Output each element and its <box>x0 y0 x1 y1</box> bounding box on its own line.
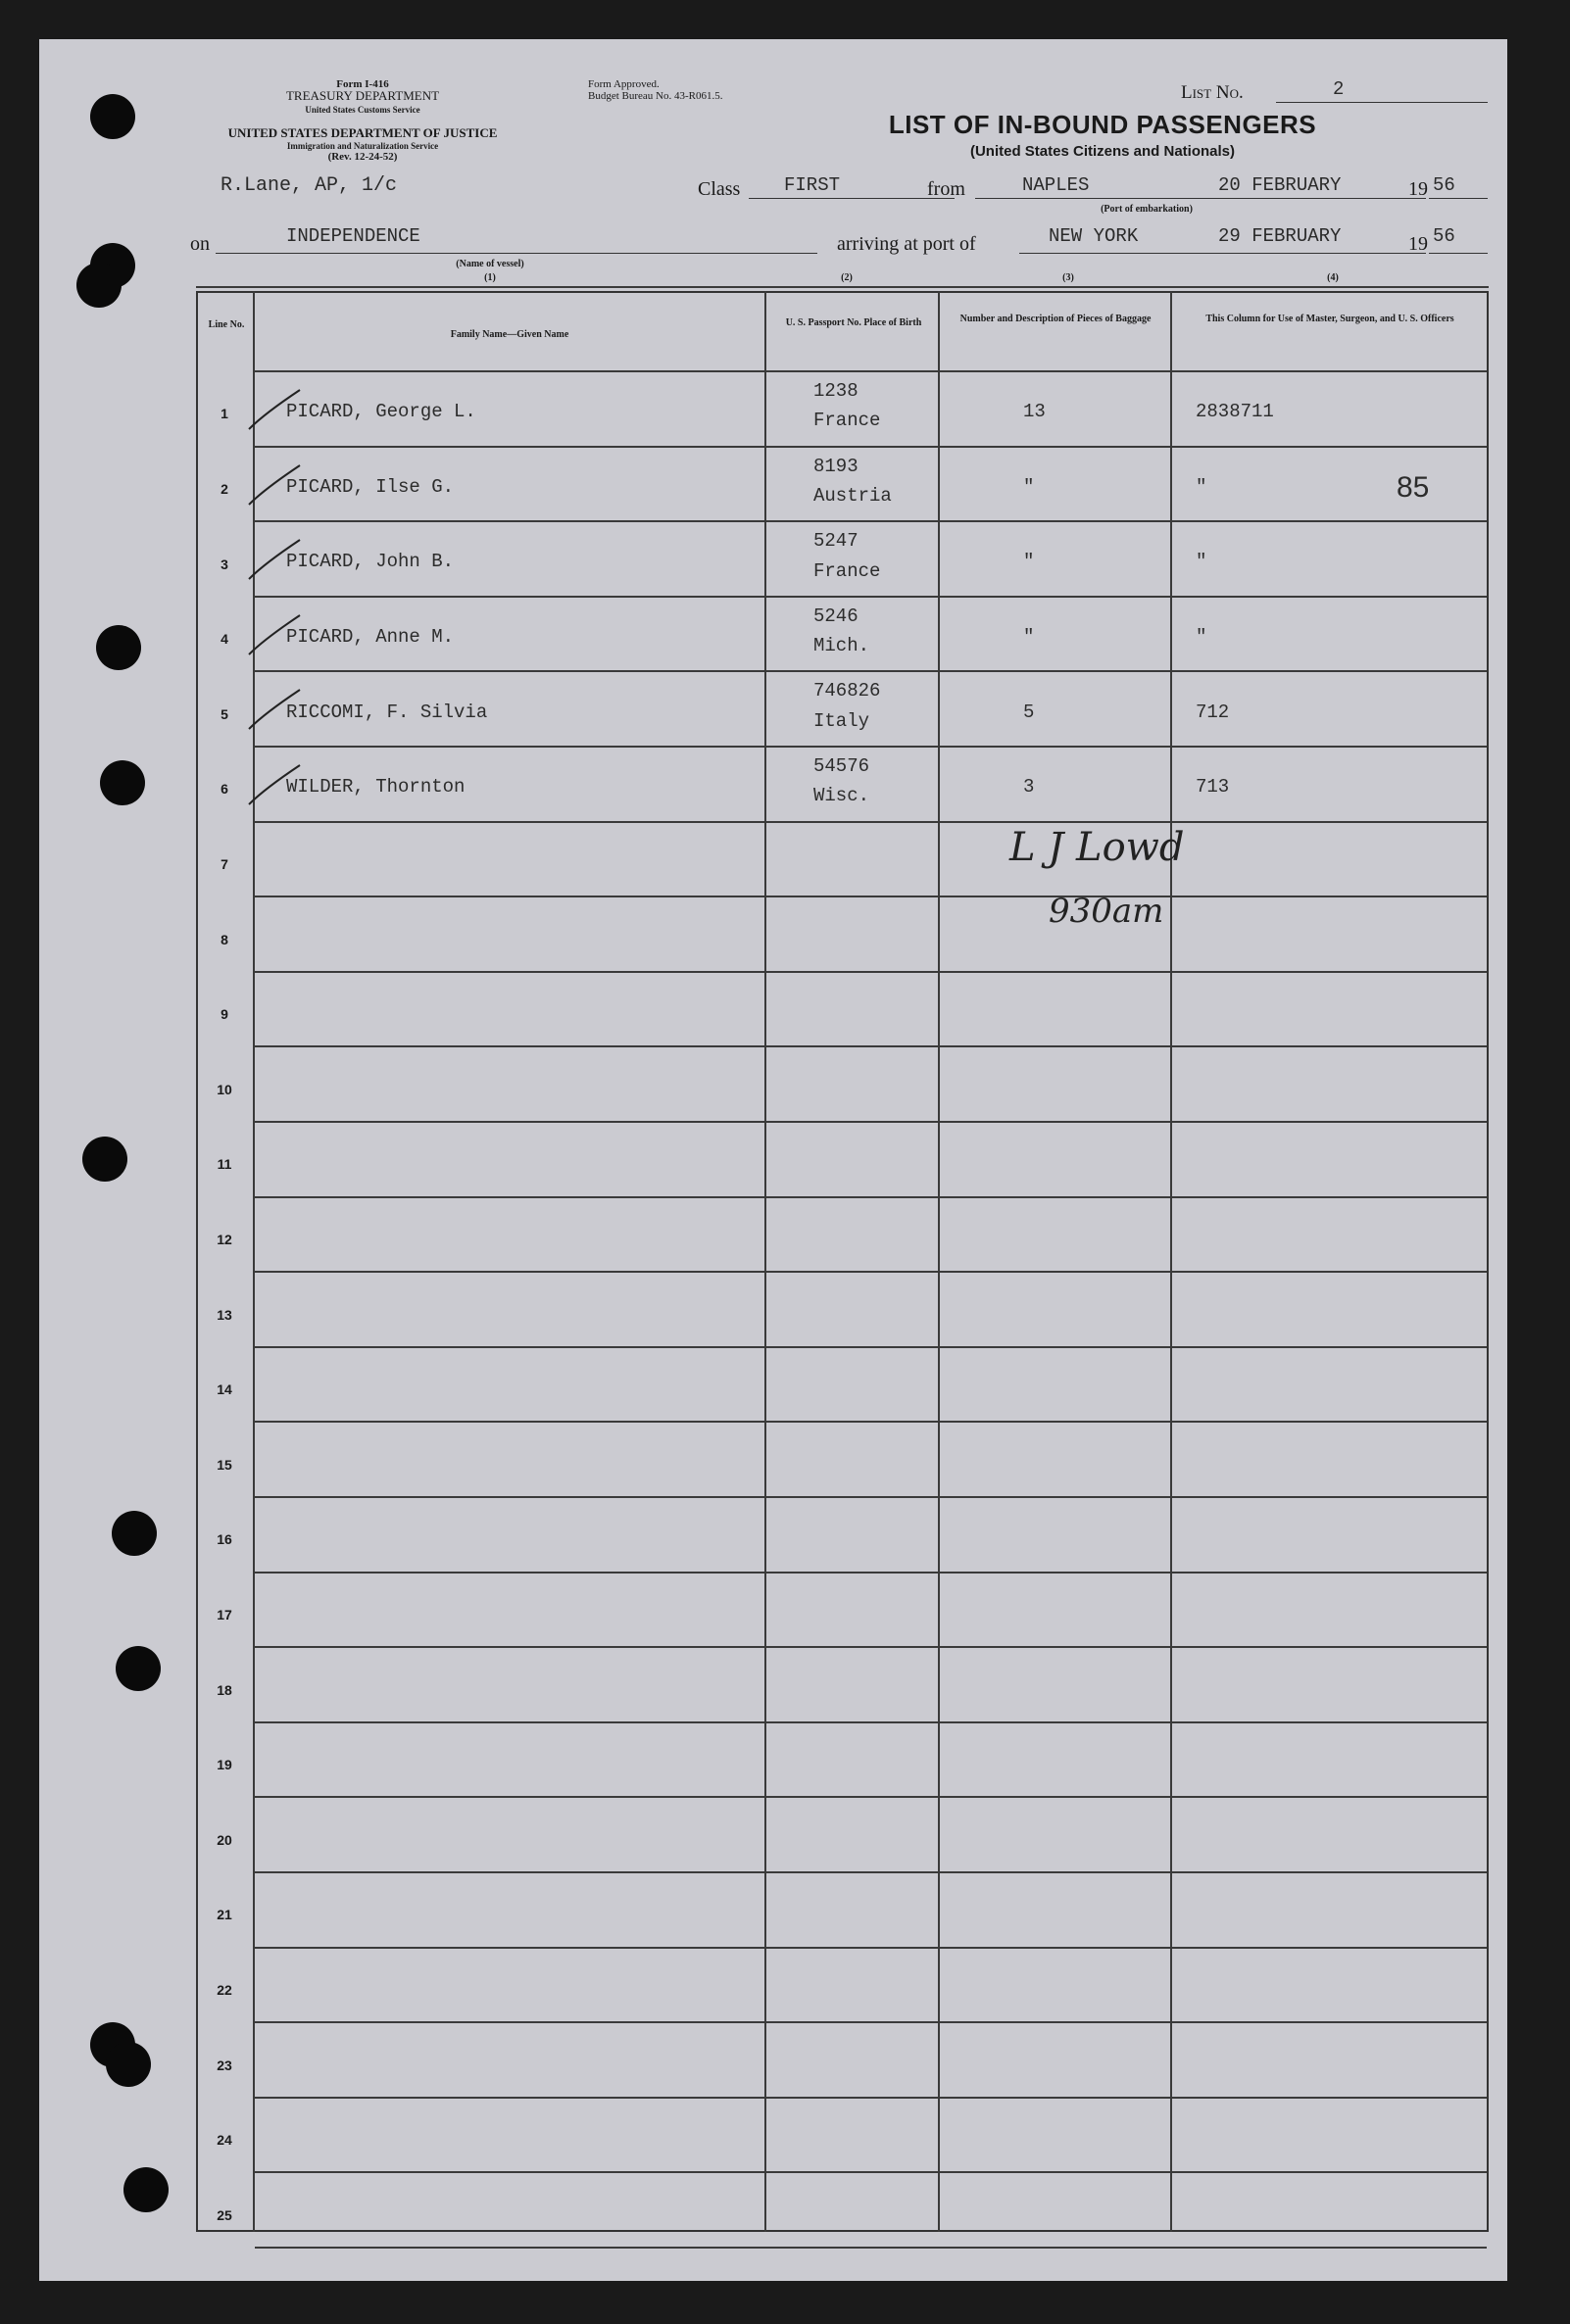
baggage-count: 13 <box>1023 401 1046 423</box>
table-top-double-line <box>196 286 1489 288</box>
budget-bureau: Budget Bureau No. 43-R061.5. <box>588 90 723 102</box>
port-of-embarkation-label: (Port of embarkation) <box>1101 204 1193 215</box>
col-number-2: (2) <box>841 272 853 283</box>
from-year-prefix: 19 <box>1408 178 1428 200</box>
binder-hole <box>76 263 122 308</box>
place-of-birth: Italy <box>813 709 870 732</box>
row-line <box>255 821 1487 823</box>
header-baggage: Number and Description of Pieces of Baggage <box>959 314 1152 324</box>
form-number: Form I-416 <box>336 78 389 90</box>
line-number: 23 <box>217 2057 232 2073</box>
line-number: 8 <box>221 931 228 947</box>
page-title: LIST OF IN-BOUND PASSENGERS <box>888 110 1317 139</box>
row-line <box>255 1646 1487 1648</box>
treasury-dept: TREASURY DEPARTMENT <box>285 88 440 103</box>
baggage-count: " <box>1023 625 1035 648</box>
passenger-name: PICARD, John B. <box>286 551 455 573</box>
passenger-name: RICCOMI, F. Silvia <box>286 701 488 723</box>
signature-time: 930am <box>1049 892 1164 931</box>
row-line <box>255 1346 1487 1348</box>
arrival-year-underline <box>1429 253 1488 254</box>
check-mark-icon <box>245 384 304 433</box>
header-line-no: Line No. <box>208 319 245 330</box>
binder-hole <box>90 94 135 139</box>
row-line <box>255 1871 1487 1873</box>
line-number: 18 <box>217 1681 232 1698</box>
vessel-name: INDEPENDENCE <box>286 225 420 247</box>
row-line <box>255 1045 1487 1047</box>
header-officers: This Column for Use of Master, Surgeon, and U. S. Officers <box>1205 314 1454 324</box>
officer-number: 712 <box>1196 701 1230 723</box>
from-date: 20 FEBRUARY <box>1218 174 1342 196</box>
line-number: 9 <box>221 1006 228 1023</box>
col-number-3: (3) <box>1062 272 1074 283</box>
passport-number: 54576 <box>813 755 870 777</box>
row-line <box>255 520 1487 522</box>
col-divider <box>764 291 766 2232</box>
from-port: NAPLES <box>1022 174 1090 196</box>
line-number: 13 <box>217 1306 232 1323</box>
baggage-count: " <box>1023 551 1035 573</box>
line-number: 10 <box>217 1081 232 1097</box>
passport-number: 5246 <box>813 605 859 627</box>
header-name: Family Name—Given Name <box>450 329 569 340</box>
line-number: 6 <box>221 781 228 798</box>
line-number: 11 <box>217 1156 232 1173</box>
from-year: 56 <box>1433 174 1455 196</box>
row-line <box>255 2021 1487 2023</box>
header-bottom-line <box>255 370 1487 372</box>
passenger-name: WILDER, Thornton <box>286 776 466 799</box>
revision: (Rev. 12-24-52) <box>327 151 398 163</box>
col-divider <box>1170 291 1172 2232</box>
document-page <box>39 39 1507 2281</box>
line-number: 12 <box>217 1232 232 1248</box>
passport-number: 5247 <box>813 530 859 553</box>
officer-number: " <box>1196 551 1207 573</box>
justice-dept: UNITED STATES DEPARTMENT OF JUSTICE <box>227 125 498 140</box>
line-number: 1 <box>221 406 228 422</box>
line-number: 25 <box>217 2206 232 2223</box>
line-number: 14 <box>217 1381 232 1398</box>
passport-number: 8193 <box>813 455 859 477</box>
class-label: Class <box>698 178 741 200</box>
row-line <box>255 2247 1487 2249</box>
binder-hole <box>96 625 141 670</box>
from-label: from <box>927 178 965 200</box>
row-line <box>255 1721 1487 1723</box>
baggage-count: " <box>1023 475 1035 498</box>
col-divider <box>938 291 940 2232</box>
check-mark-icon <box>245 759 304 808</box>
row-line <box>255 1796 1487 1798</box>
passenger-name: PICARD, George L. <box>286 401 476 423</box>
arriving-label: arriving at port of <box>837 233 976 255</box>
row-line <box>255 1121 1487 1123</box>
class-value: FIRST <box>784 174 841 196</box>
vessel-name-label: (Name of vessel) <box>456 259 524 269</box>
officer-annotation: 85 <box>1397 471 1430 505</box>
col-number-4: (4) <box>1327 272 1339 283</box>
binder-hole <box>116 1646 161 1691</box>
row-line <box>255 670 1487 672</box>
arrival-port: NEW YORK <box>1049 225 1139 247</box>
row-line <box>255 1421 1487 1423</box>
binder-hole <box>112 1511 157 1556</box>
baggage-count: 3 <box>1023 776 1035 799</box>
check-mark-icon <box>245 684 304 733</box>
line-number: 2 <box>221 481 228 498</box>
line-number: 20 <box>217 1831 232 1848</box>
place-of-birth: France <box>813 410 881 432</box>
arrival-year-prefix: 19 <box>1408 233 1428 255</box>
list-no-value: 2 <box>1333 78 1345 100</box>
line-number: 15 <box>217 1456 232 1473</box>
line-number: 22 <box>217 1982 232 1999</box>
line-number: 5 <box>221 705 228 722</box>
check-mark-icon <box>245 534 304 583</box>
row-line <box>255 1496 1487 1498</box>
header-passport: U. S. Passport No. Place of Birth <box>785 317 922 328</box>
vessel-underline <box>216 253 817 254</box>
binder-hole <box>100 760 145 805</box>
arrival-year: 56 <box>1433 225 1455 247</box>
place-of-birth: Wisc. <box>813 785 870 807</box>
clerk-note: R.Lane, AP, 1/c <box>221 174 398 197</box>
check-mark-icon <box>245 609 304 658</box>
binder-hole <box>106 2042 151 2087</box>
place-of-birth: France <box>813 559 881 582</box>
place-of-birth: Austria <box>813 484 892 507</box>
row-line <box>255 746 1487 748</box>
page-subtitle: (United States Citizens and Nationals) <box>969 143 1236 160</box>
binder-hole <box>82 1137 127 1182</box>
baggage-count: 5 <box>1023 701 1035 723</box>
line-number: 17 <box>217 1607 232 1623</box>
col-number-1: (1) <box>484 272 496 283</box>
row-line <box>255 1196 1487 1198</box>
passport-number: 746826 <box>813 680 881 702</box>
officer-number: " <box>1196 475 1207 498</box>
class-underline <box>749 198 955 199</box>
passport-number: 1238 <box>813 380 859 402</box>
line-number: 21 <box>217 1907 232 1923</box>
officer-number: 713 <box>1196 776 1230 799</box>
check-mark-icon <box>245 460 304 508</box>
line-number: 4 <box>221 631 228 648</box>
row-line <box>255 596 1487 598</box>
customs-service: United States Customs Service <box>305 105 420 115</box>
row-line <box>255 971 1487 973</box>
row-line <box>255 2097 1487 2099</box>
arrival-date: 29 FEBRUARY <box>1218 225 1342 247</box>
place-of-birth: Mich. <box>813 635 870 657</box>
binder-hole <box>123 2167 169 2212</box>
row-line <box>255 446 1487 448</box>
line-number: 3 <box>221 556 228 572</box>
line-number: 24 <box>217 2132 232 2149</box>
line-number: 19 <box>217 1757 232 1773</box>
officer-number: 2838711 <box>1196 401 1274 423</box>
row-line <box>255 1572 1487 1574</box>
officer-signature: L J Lowd <box>1009 825 1185 870</box>
on-label: on <box>190 233 210 255</box>
row-line <box>255 1271 1487 1273</box>
list-no-label: List No. <box>1181 82 1244 103</box>
passenger-name: PICARD, Anne M. <box>286 625 455 648</box>
line-number: 7 <box>221 856 228 873</box>
row-line <box>255 2171 1487 2173</box>
passenger-table <box>196 291 1489 2232</box>
row-line <box>255 896 1487 897</box>
ins-service: Immigration and Naturalization Service <box>286 141 439 151</box>
arrival-underline <box>1019 253 1426 254</box>
line-number: 16 <box>217 1531 232 1548</box>
officer-number: " <box>1196 625 1207 648</box>
row-line <box>255 1947 1487 1949</box>
form-approved: Form Approved. <box>588 78 660 90</box>
passenger-name: PICARD, Ilse G. <box>286 475 455 498</box>
from-underline <box>975 198 1426 199</box>
from-year-underline <box>1429 198 1488 199</box>
list-no-underline <box>1276 102 1488 103</box>
